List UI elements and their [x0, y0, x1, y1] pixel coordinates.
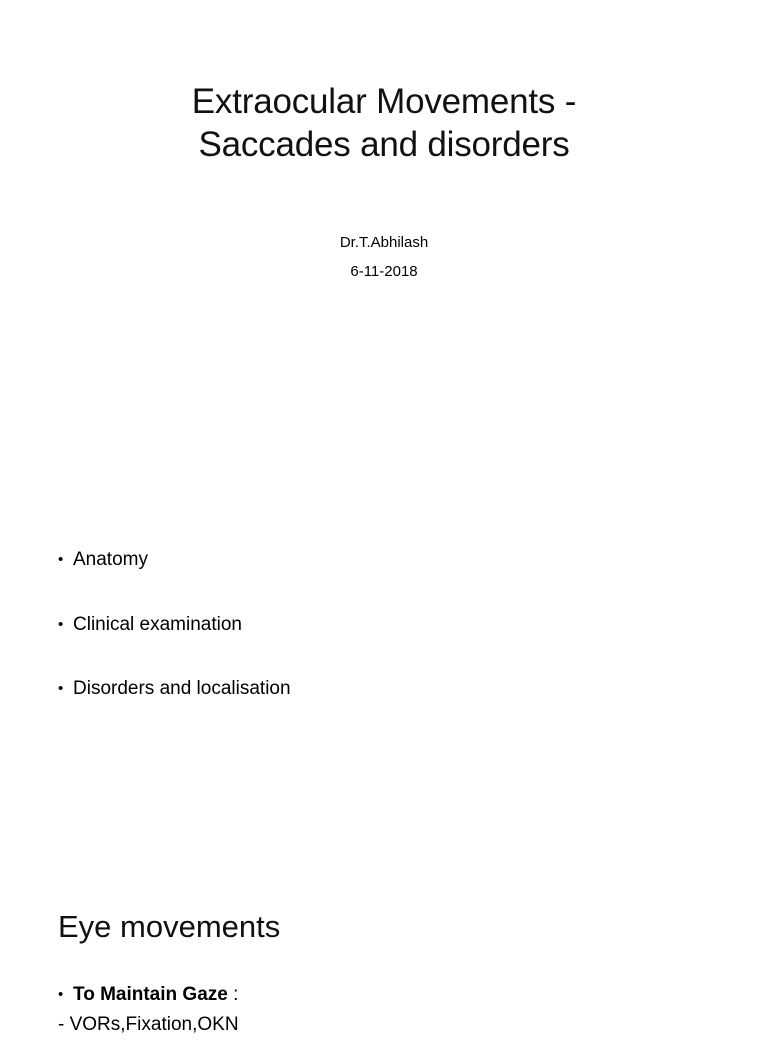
bullet-heading: To Maintain Gaze — [73, 984, 228, 1005]
bullet-icon: • — [58, 551, 64, 568]
list-item-label: Clinical examination — [73, 613, 242, 635]
title-line-1: Extraocular Movements - — [191, 82, 577, 121]
section-title: Eye movements — [58, 909, 281, 944]
slide-subtitle — [0, 228, 768, 286]
slide-title — [0, 80, 768, 166]
bullet-icon: • — [58, 615, 64, 633]
list-item-label: Disorders and localisation — [73, 678, 291, 699]
bullet-suffix: : — [227, 984, 239, 1005]
author-name: Dr.T.Abhilash — [339, 234, 429, 251]
list-item-label: Anatomy — [73, 549, 148, 570]
bullet-icon: • — [58, 986, 64, 1003]
list-item — [58, 674, 291, 739]
eye-movements-slide — [0, 864, 768, 1035]
sub-list-item: - VORs,Fixation,OKN — [58, 1014, 239, 1035]
outline-slide — [0, 432, 768, 864]
list-item — [58, 980, 238, 1010]
outline-list — [58, 545, 291, 739]
list-item — [58, 545, 291, 610]
list-item — [58, 610, 291, 675]
bullet-icon: • — [58, 680, 64, 697]
presentation-date: 6-11-2018 — [350, 263, 418, 280]
title-line-2: Saccades and disorders — [198, 125, 570, 164]
title-slide — [0, 0, 768, 432]
